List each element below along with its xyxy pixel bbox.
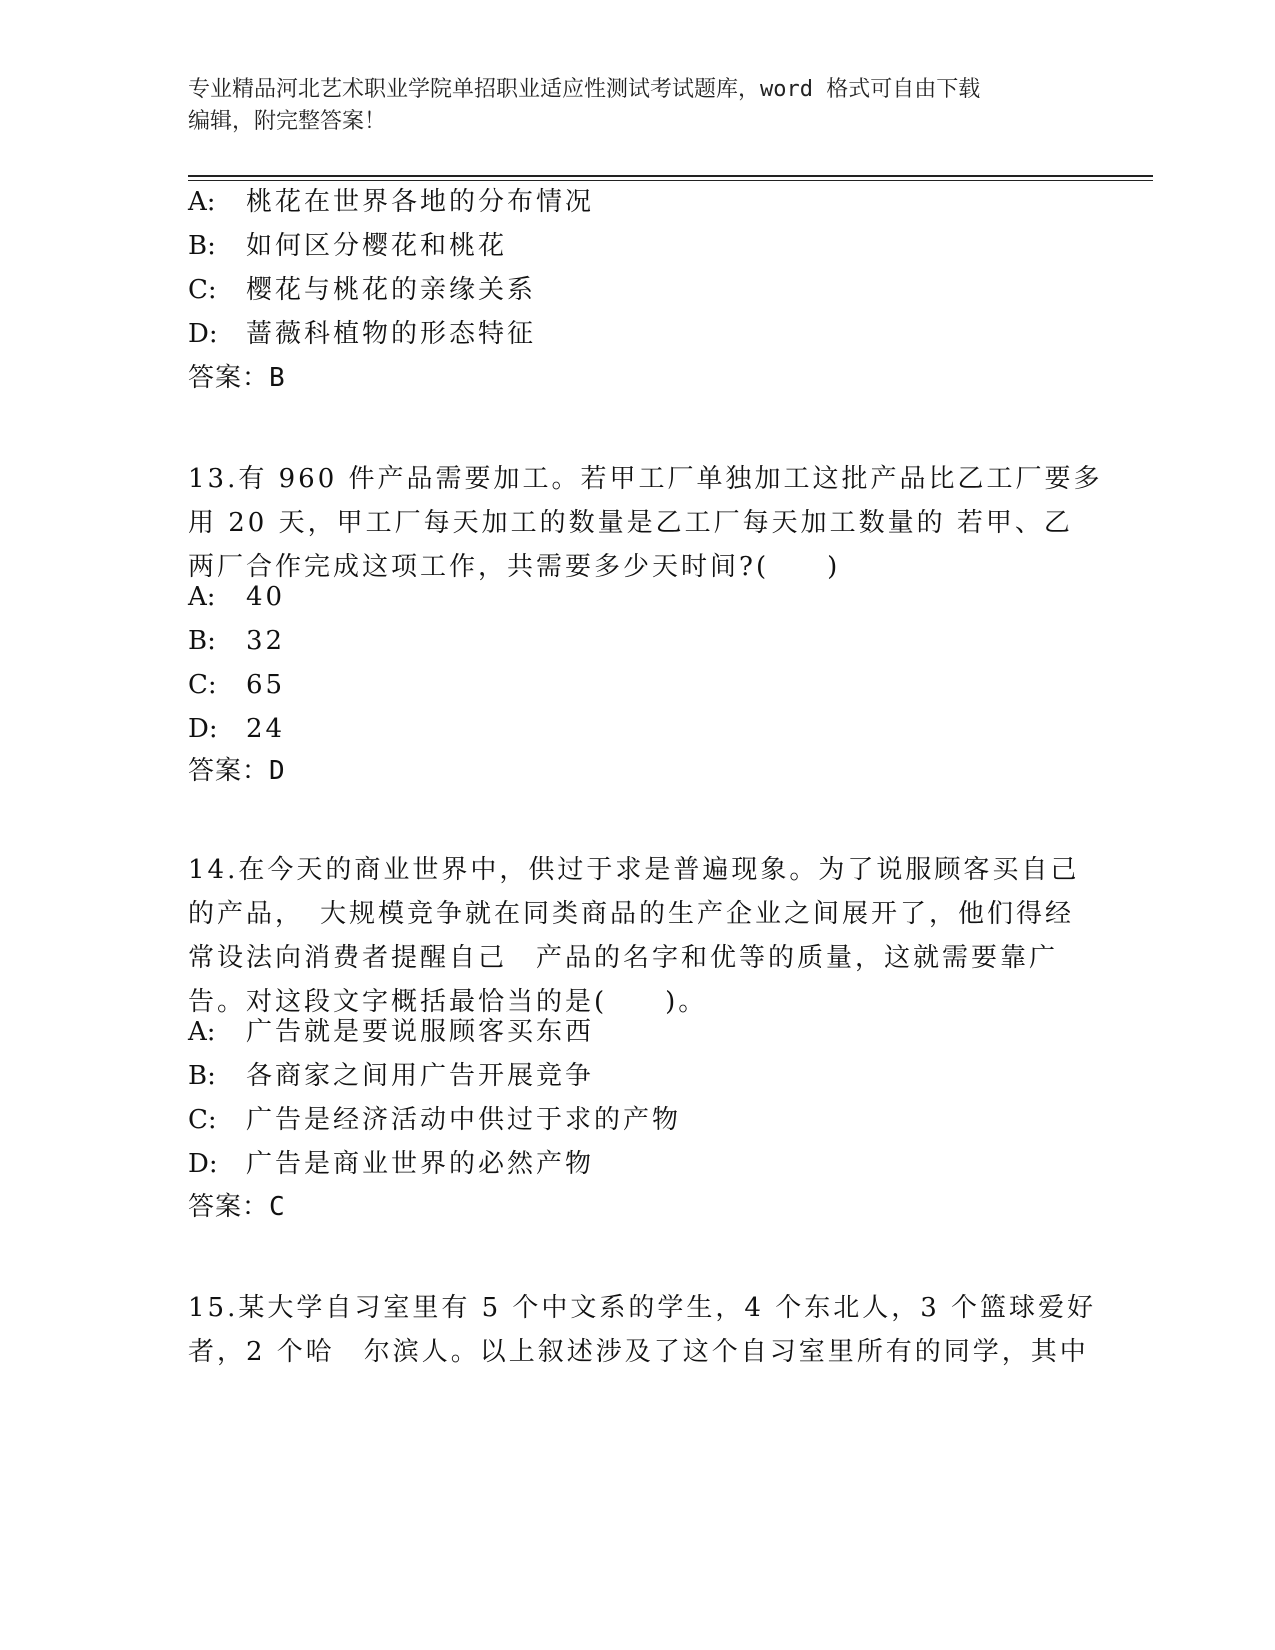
- header-line-1: 专业精品河北艺术职业学院单招职业适应性测试考试题库，word 格式可自由下载: [188, 77, 981, 102]
- q13-line-2: 用 20 天，甲工厂每天加工的数量是乙工厂每天加工数量的 若甲、乙: [188, 508, 1073, 538]
- option-text: 65: [246, 670, 286, 700]
- option-text: 广告是商业世界的必然产物: [246, 1149, 595, 1179]
- option-text: 32: [246, 626, 286, 656]
- document-header: [188, 74, 1068, 138]
- option-text: 各商家之间用广告开展竞争: [246, 1061, 595, 1091]
- option-text: 广告是经济活动中供过于求的产物: [246, 1105, 682, 1135]
- q14-option-b: [188, 1054, 594, 1098]
- option-text: 广告就是要说服顾客买东西: [246, 1017, 595, 1047]
- option-letter: C:: [188, 670, 217, 700]
- option-letter: A:: [188, 1017, 216, 1047]
- q15-line-2: 者，2 个哈 尔滨人。以上叙述涉及了这个自习室里所有的同学，其中: [188, 1337, 1089, 1367]
- q14-line-1: 14.在今天的商业世界中，供过于求是普遍现象。为了说服顾客买自己: [188, 855, 1080, 885]
- q14-line-3: 常设法向消费者提醒自己 产品的名字和优等的质量，这就需要靠广: [188, 943, 1059, 973]
- q13-option-c: [188, 663, 285, 707]
- q14-option-d: [188, 1142, 594, 1186]
- q13-stem: [188, 457, 1103, 589]
- q13-answer: [188, 749, 286, 793]
- q13-option-d: [188, 707, 285, 751]
- q14-line-2: 的产品， 大规模竞争就在同类商品的生产企业之间展开了，他们得经: [188, 899, 1075, 929]
- option-letter: C:: [188, 275, 217, 305]
- q13-option-a: [188, 575, 285, 619]
- q13-line-1: 13.有 960 件产品需要加工。若甲工厂单独加工这批产品比乙工厂要多: [188, 464, 1103, 494]
- q12-option-b: [188, 224, 507, 268]
- option-text: 桃花在世界各地的分布情况: [246, 187, 595, 217]
- q14-option-c: [188, 1098, 681, 1142]
- option-text: 樱花与桃花的亲缘关系: [246, 275, 537, 305]
- q15-line-1: 15.某大学自习室里有 5 个中文系的学生，4 个东北人，3 个篮球爱好: [188, 1293, 1097, 1323]
- option-letter: B:: [188, 626, 216, 656]
- answer-value: D: [269, 756, 286, 786]
- option-letter: D:: [188, 1149, 218, 1179]
- option-text: 24: [246, 714, 286, 744]
- option-letter: D:: [188, 319, 218, 349]
- answer-value: B: [269, 363, 286, 393]
- header-line-2: 编辑，附完整答案！: [188, 109, 387, 134]
- option-letter: A:: [188, 187, 216, 217]
- answer-label: 答案：: [188, 756, 270, 786]
- answer-value: C: [269, 1192, 286, 1222]
- header-rule-thick: [188, 175, 1153, 177]
- answer-label: 答案：: [188, 1192, 270, 1222]
- answer-label: 答案：: [188, 363, 270, 393]
- q15-stem: [188, 1286, 1097, 1374]
- q13-line-3: 两厂合作完成这项工作，共需要多少天时间?( ): [188, 552, 841, 582]
- option-letter: D:: [188, 714, 218, 744]
- option-text: 蔷薇科植物的形态特征: [246, 319, 537, 349]
- q13-option-b: [188, 619, 285, 663]
- q12-option-a: [188, 180, 594, 224]
- q12-option-d: [188, 312, 536, 356]
- q14-line-4: 告。对这段文字概括最恰当的是( )。: [188, 987, 708, 1017]
- option-text: 40: [246, 582, 286, 612]
- option-letter: A:: [188, 582, 216, 612]
- option-letter: B:: [188, 1061, 216, 1091]
- option-letter: C:: [188, 1105, 217, 1135]
- q12-answer: [188, 356, 286, 400]
- q14-option-a: [188, 1010, 594, 1054]
- q12-option-c: [188, 268, 536, 312]
- option-text: 如何区分樱花和桃花: [246, 231, 508, 261]
- q14-stem: [188, 848, 1080, 1024]
- option-letter: B:: [188, 231, 216, 261]
- q14-answer: [188, 1185, 286, 1229]
